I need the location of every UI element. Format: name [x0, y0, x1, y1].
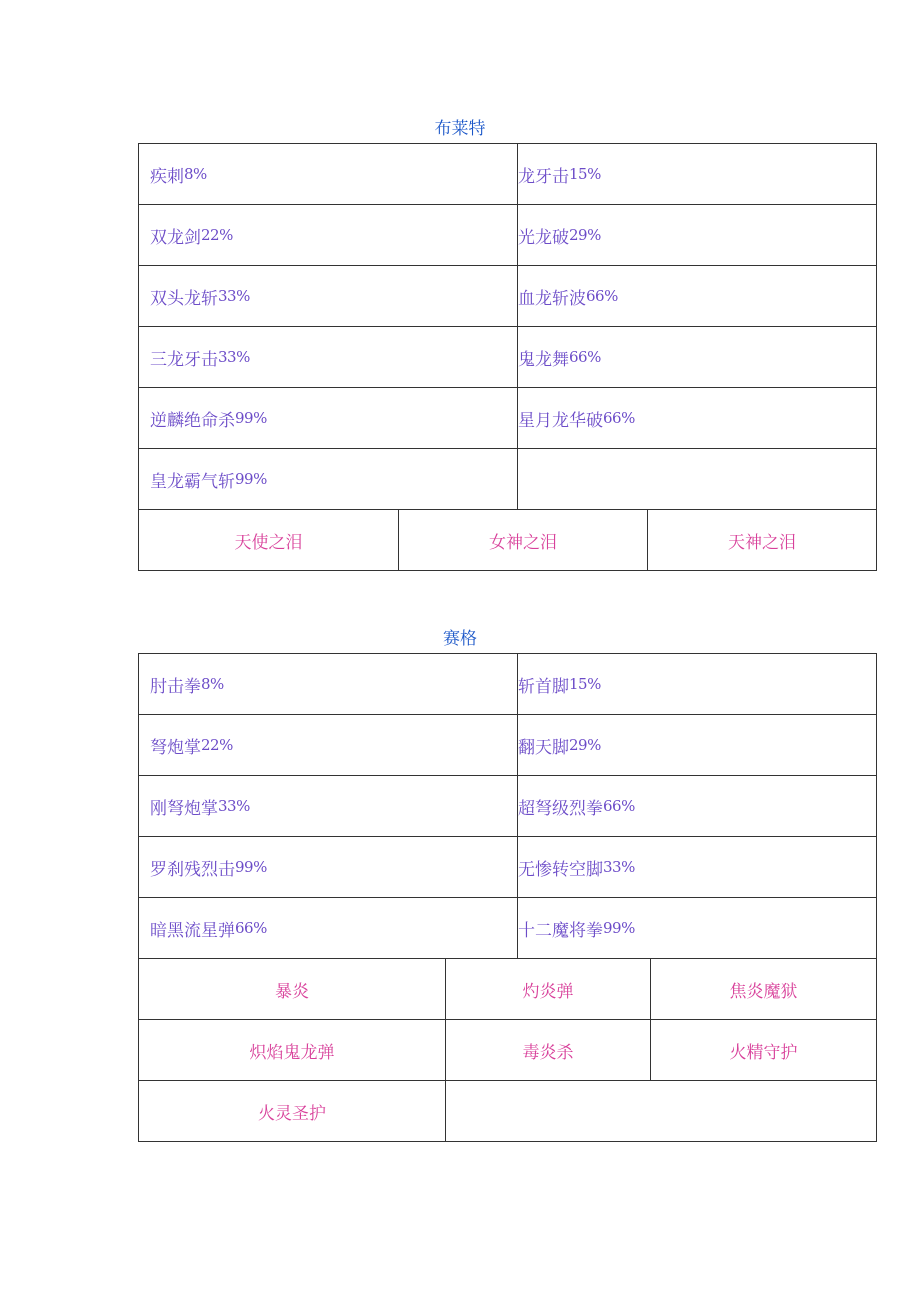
skill-cell	[518, 654, 877, 715]
table-row	[139, 654, 877, 715]
skill-name: 十二魔将拳	[518, 920, 603, 941]
skill-percent: 22%	[201, 226, 233, 244]
skill-percent: 29%	[569, 736, 601, 754]
skill-percent: 66%	[603, 797, 635, 815]
item-cell: 火灵圣护	[139, 1081, 446, 1142]
skill-name: 鬼龙舞	[518, 349, 569, 370]
item-cell: 天使之泪	[139, 510, 399, 571]
table-row	[139, 1020, 877, 1081]
skill-percent: 33%	[218, 797, 250, 815]
skill-cell	[518, 388, 877, 449]
skill-cell	[518, 898, 877, 959]
skill-name: 弩炮掌	[150, 737, 201, 758]
skill-table	[138, 143, 877, 571]
skill-cell	[139, 715, 518, 776]
skill-name: 血龙斩波	[518, 288, 586, 309]
skill-name: 斩首脚	[518, 676, 569, 697]
table-row	[139, 144, 877, 205]
skill-percent: 8%	[201, 675, 224, 693]
skill-name: 双龙剑	[150, 227, 201, 248]
table-row	[139, 1081, 877, 1142]
skill-percent: 99%	[235, 470, 267, 488]
skill-cell	[518, 144, 877, 205]
skill-percent: 15%	[569, 675, 601, 693]
item-cell: 毒炎杀	[446, 1020, 651, 1081]
skill-name: 逆麟绝命杀	[150, 410, 235, 431]
skill-name: 无惨转空脚	[518, 859, 603, 880]
skill-cell	[518, 715, 877, 776]
item-cell: 女神之泪	[399, 510, 648, 571]
skill-name: 刚弩炮掌	[150, 798, 218, 819]
skill-percent: 99%	[235, 858, 267, 876]
skill-name: 超弩级烈拳	[518, 798, 603, 819]
table-row	[139, 205, 877, 266]
skill-cell	[518, 776, 877, 837]
skill-cell	[518, 205, 877, 266]
table-row	[139, 327, 877, 388]
skill-percent: 33%	[603, 858, 635, 876]
section-title: 布莱特	[434, 119, 486, 139]
skill-name: 光龙破	[518, 227, 569, 248]
skill-name: 皇龙霸气斩	[150, 471, 235, 492]
empty-cell	[518, 449, 877, 510]
table-row	[139, 959, 877, 1020]
item-cell: 灼炎弹	[446, 959, 651, 1020]
skill-cell	[139, 266, 518, 327]
item-cell: 焦炎魔狱	[651, 959, 877, 1020]
skill-cell	[139, 837, 518, 898]
skill-name: 翻天脚	[518, 737, 569, 758]
skill-cell	[518, 837, 877, 898]
skill-name: 疾刺	[150, 166, 184, 187]
skill-percent: 15%	[569, 165, 601, 183]
table-row	[139, 510, 877, 571]
skill-percent: 8%	[184, 165, 207, 183]
item-cell: 暴炎	[139, 959, 446, 1020]
skill-cell	[139, 449, 518, 510]
table-row	[139, 449, 877, 510]
skill-percent: 99%	[235, 409, 267, 427]
skill-name: 龙牙击	[518, 166, 569, 187]
skill-table	[138, 653, 877, 1142]
skill-cell	[139, 776, 518, 837]
skill-name: 双头龙斩	[150, 288, 218, 309]
table-row	[139, 715, 877, 776]
skill-percent: 33%	[218, 348, 250, 366]
skill-cell	[518, 327, 877, 388]
skill-name: 罗刹残烈击	[150, 859, 235, 880]
skill-cell	[139, 388, 518, 449]
skill-percent: 22%	[201, 736, 233, 754]
skill-cell	[139, 654, 518, 715]
skill-percent: 66%	[569, 348, 601, 366]
skill-percent: 29%	[569, 226, 601, 244]
table-row	[139, 776, 877, 837]
skill-percent: 99%	[603, 919, 635, 937]
table-row	[139, 388, 877, 449]
section-title: 赛格	[443, 629, 477, 649]
skill-percent: 66%	[586, 287, 618, 305]
skill-percent: 33%	[218, 287, 250, 305]
skill-percent: 66%	[603, 409, 635, 427]
item-cell: 火精守护	[651, 1020, 877, 1081]
skill-name: 肘击拳	[150, 676, 201, 697]
skill-cell	[139, 898, 518, 959]
skill-name: 三龙牙击	[150, 349, 218, 370]
skill-cell	[139, 144, 518, 205]
table-row	[139, 266, 877, 327]
skill-cell	[139, 327, 518, 388]
item-cell: 炽焰鬼龙弹	[139, 1020, 446, 1081]
skill-name: 星月龙华破	[518, 410, 603, 431]
table-row	[139, 837, 877, 898]
table-row	[139, 898, 877, 959]
skill-cell	[518, 266, 877, 327]
skill-name: 暗黑流星弹	[150, 920, 235, 941]
skill-percent: 66%	[235, 919, 267, 937]
item-cell: 天神之泪	[648, 510, 877, 571]
skill-cell	[139, 205, 518, 266]
empty-cell	[446, 1081, 877, 1142]
